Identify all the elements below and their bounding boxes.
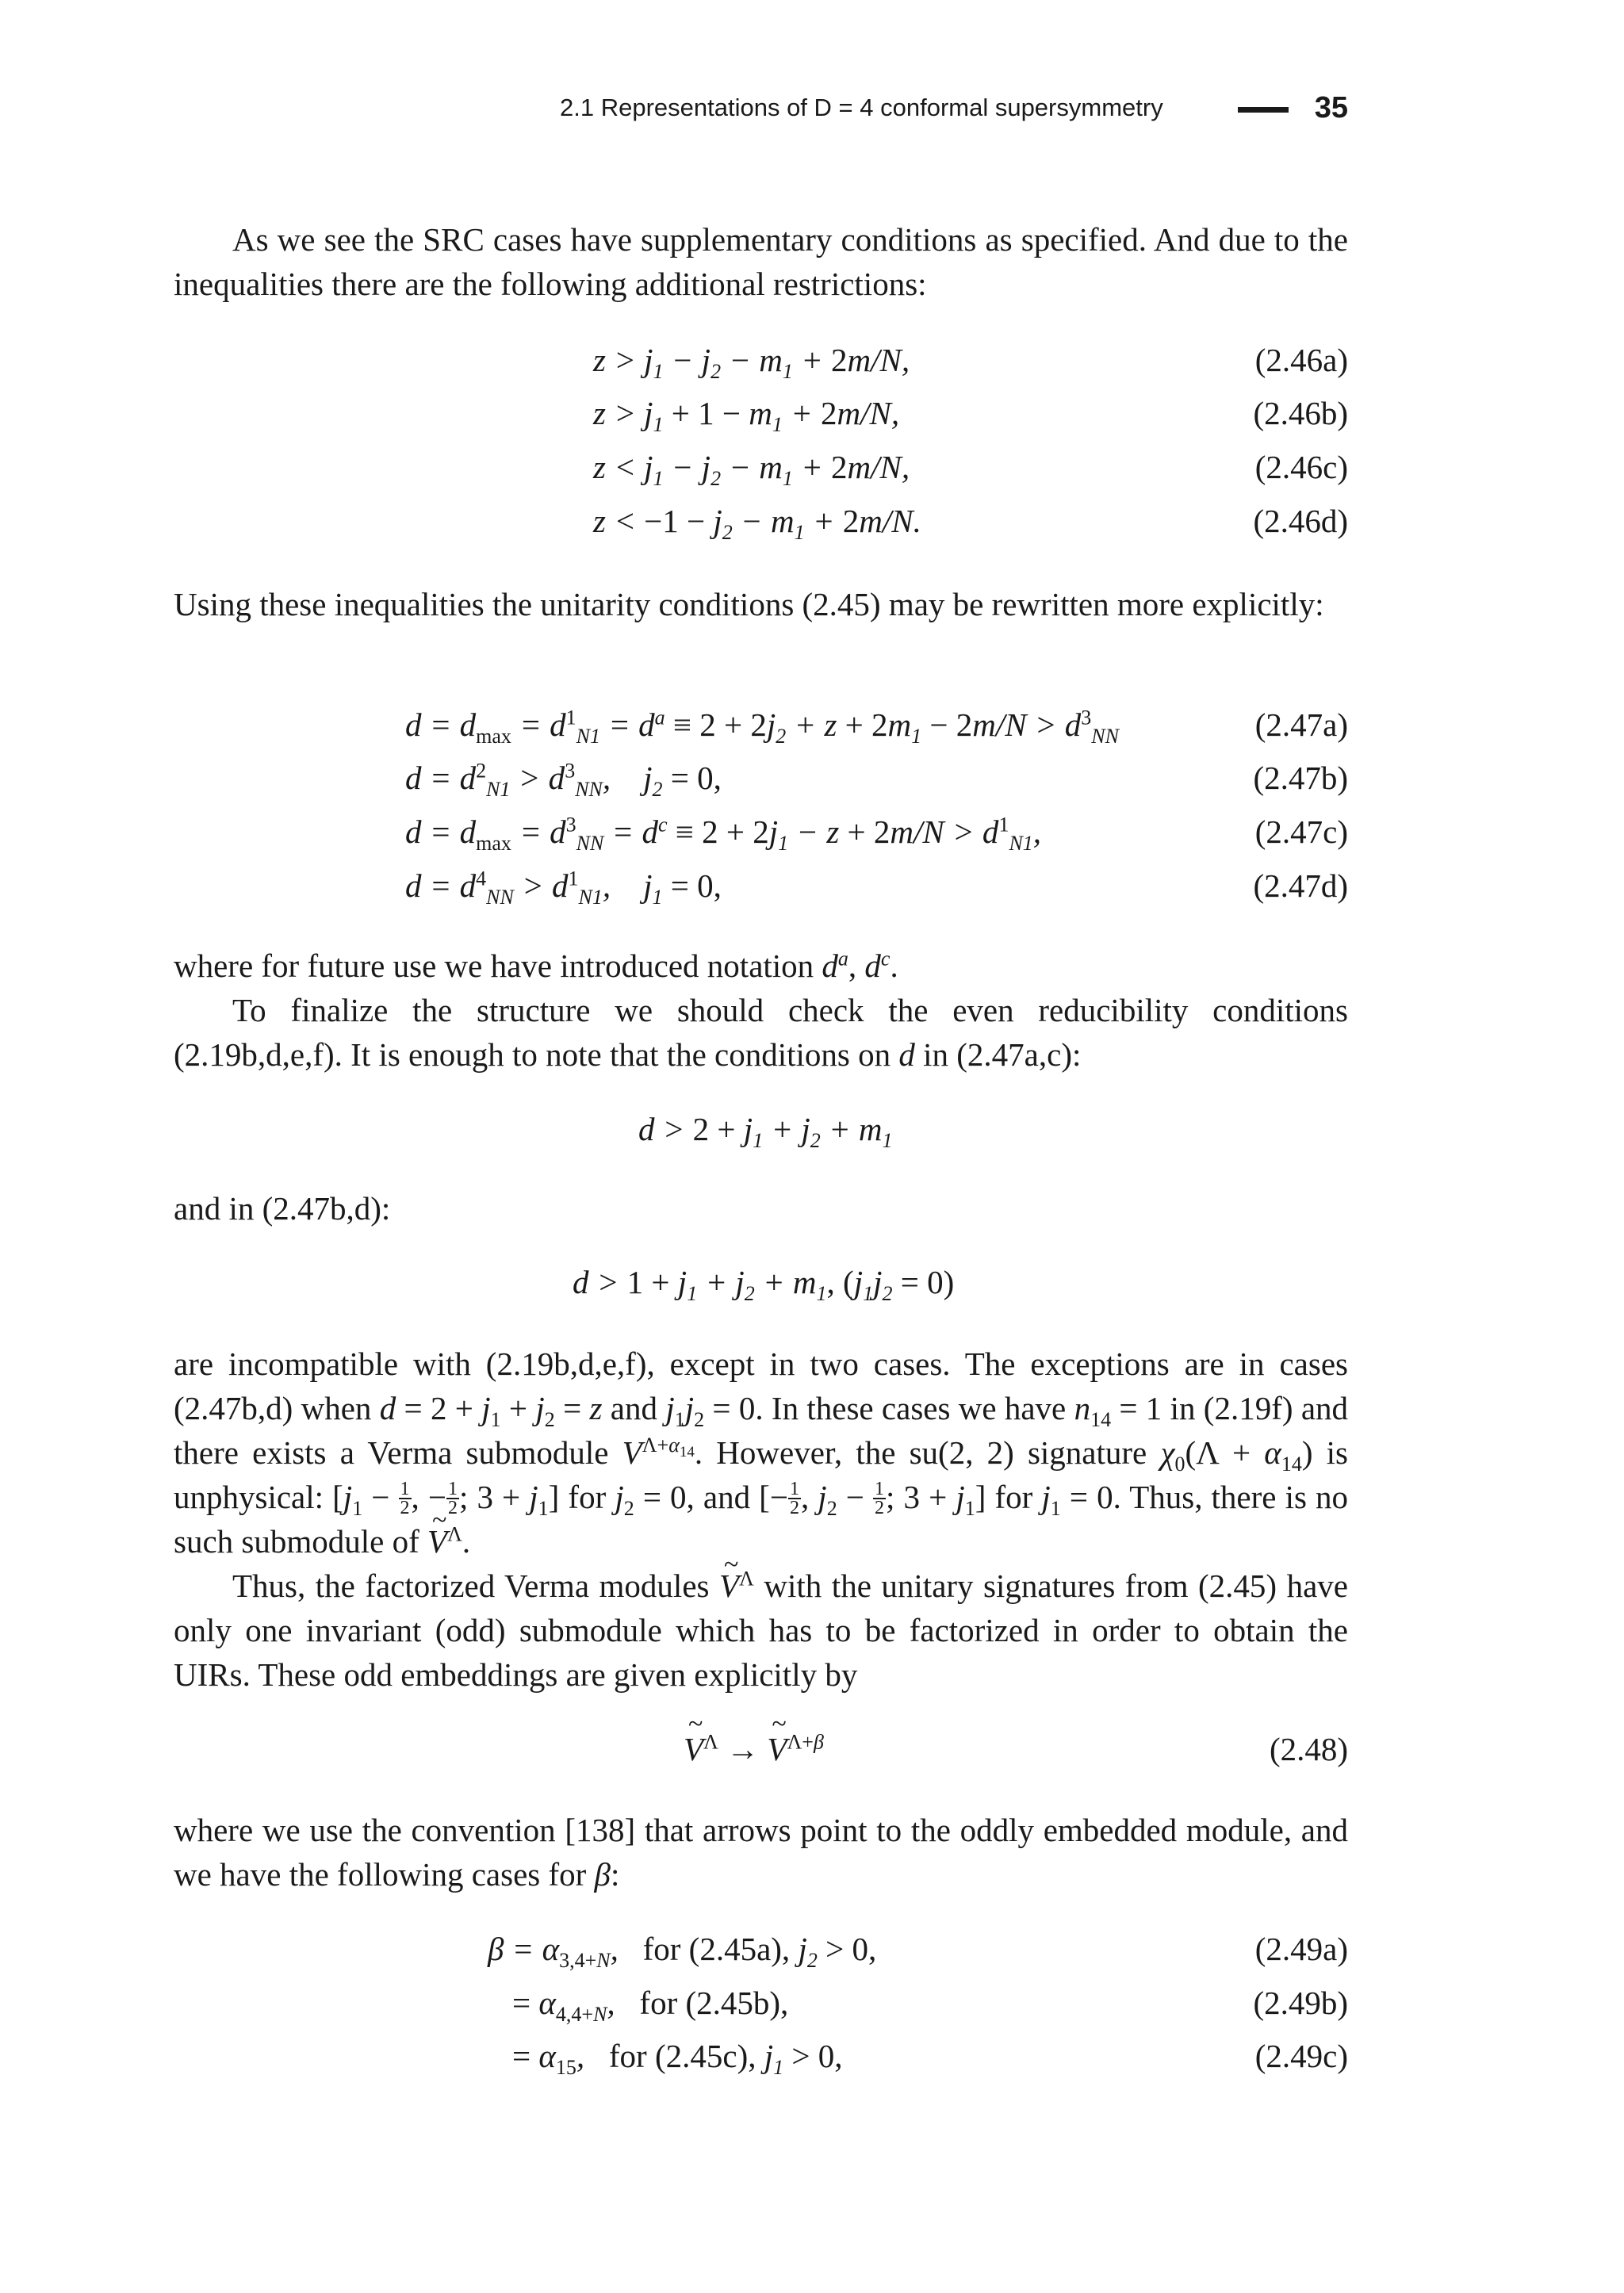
- equation-number: (2.46b): [1253, 395, 1348, 431]
- header-rule: [1238, 107, 1289, 113]
- equation-2-48: ~ $V^\Lambda$ → ~ $V^{\Lambda+\beta}$ (2.48): [0, 1730, 1624, 1778]
- equation-d-condition-1: $d > 2 + j_1 + j_2 + m_1$: [638, 1111, 893, 1153]
- equation-number: (2.47a): [1254, 706, 1348, 743]
- equation-2-47c: $d = d_{max} = d^3_{NN} = d^c \equiv 2 + 2j_1 - z + 2m/N > d^1_{N1}$, (2.47c): [405, 813, 1348, 856]
- equation-number: (2.46d): [1253, 503, 1348, 539]
- paragraph-exceptions: are incompatible with (2.19b,d,e,f), except in two cases. The exceptions are in cases (2.47b,d) when $d = 2 + j_1 + j_2 = z$ and $j_1j_2 = 0$. In these cases we have $n_{14} = 1$ in (2.19f) and there exists a Verma submodule $V^{\Lambda+\alpha_{14}}$. However, the su(2, 2) signature $\chi_0(\Lambda + \alpha_{14})$ is unphysical: [$j_1$ − $\frac{1}{2}$ , − $\frac{1}{2}$ ; $3 + j_1$] for $j_2 = 0$, and [− $\frac{1}{2}$ , $j_2$ − $\frac{1}{2}$ ; $3 + j_1$] for $j_1 = 0$. Thus, there is no such submodule of ~ $V^\Lambda$.: [174, 1342, 1348, 1564]
- equation-2-49a: $\beta = \alpha_{3,4+N}$, for (2.45a), $j_2 > 0$, (2.49a): [488, 1931, 1348, 1973]
- equation-2-47b: $d = d^2_{N1} > d^3_{NN}$, $j_2 = 0$, (2.47b): [405, 759, 1348, 802]
- paragraph-notation: where for future use we have introduced notation $d^a$, $d^c$.: [174, 947, 898, 984]
- equation-number: (2.46c): [1254, 449, 1348, 485]
- paragraph-convention: where we use the convention [138] that arrows point to the oddly embedded module, and we have the following cases for β:: [174, 1812, 1348, 1893]
- equation-2-47d: $d = d^4_{NN} > d^1_{N1}$, $j_1 = 0$, (2.47d): [405, 867, 1348, 909]
- paragraph-src-restrictions: As we see the SRC cases have supplementary conditions as specified. And due to the inequalities there are the following additional restrictions:: [174, 221, 1348, 302]
- equation-number: (2.47b): [1253, 760, 1348, 796]
- page-number: 35: [1314, 91, 1348, 124]
- equation-2-46b: $z > j_1 + 1 - m_1 + 2m/N$, (2.46b): [593, 395, 1348, 437]
- equation-2-46d: $z < -1 - j_2 - m_1 + 2m/N$. (2.46d): [593, 503, 1348, 545]
- equation-number: (2.47c): [1254, 813, 1348, 850]
- running-title: 2.1 Representations of D = 4 conformal supersymmetry: [560, 94, 1163, 121]
- equation-2-49c: = $\alpha_{15}$, for (2.45c), $j_1 > 0$, (2.49c): [512, 2038, 1348, 2080]
- paragraph-factorized: Thus, the factorized Verma modules ~ $V^\Lambda$ with the unitary signatures from (2.45) have only one invariant (odd) submodule which has to be factorized in order to obtain the UIRs. These odd embeddings are given explicitly by: [174, 1564, 1348, 1697]
- equation-number: (2.49c): [1254, 2038, 1348, 2074]
- equation-number: (2.48): [1269, 1731, 1348, 1767]
- equation-2-46a: $z > j_1 - j_2 - m_1 + 2m/N$, (2.46a): [593, 342, 1348, 384]
- equation-number: (2.49b): [1253, 1985, 1348, 2021]
- paragraph-and-in: and in (2.47b,d):: [174, 1190, 391, 1227]
- equation-d-condition-2: $d > 1 + j_1 + j_2 + m_1$, $(j_1j_2 = 0)$: [573, 1264, 955, 1306]
- equation-number: (2.49a): [1254, 1931, 1348, 1967]
- equation-number: (2.46a): [1254, 342, 1348, 378]
- paragraph-unitarity-rewrite: Using these inequalities the unitarity conditions (2.45) may be rewritten more explicitly:: [174, 586, 1324, 622]
- equation-2-47a: $d = d_{max} = d^1_{N1} = d^a \equiv 2 + 2j_2 + z + 2m_1 - 2m/N > d^3_{NN}$ (2.47a): [405, 706, 1348, 748]
- running-header: [560, 91, 1348, 133]
- equation-2-49b: = $\alpha_{4,4+N}$, for (2.45b), (2.49b): [512, 1985, 1348, 2027]
- equation-number: (2.47d): [1253, 867, 1348, 904]
- equation-2-46c: $z < j_1 - j_2 - m_1 + 2m/N$, (2.46c): [593, 449, 1348, 491]
- paragraph-reducibility: To finalize the structure we should check the even reducibility conditions (2.19b,d,e,f). It is enough to note that the conditions on d in (2.47a,c):: [174, 992, 1348, 1073]
